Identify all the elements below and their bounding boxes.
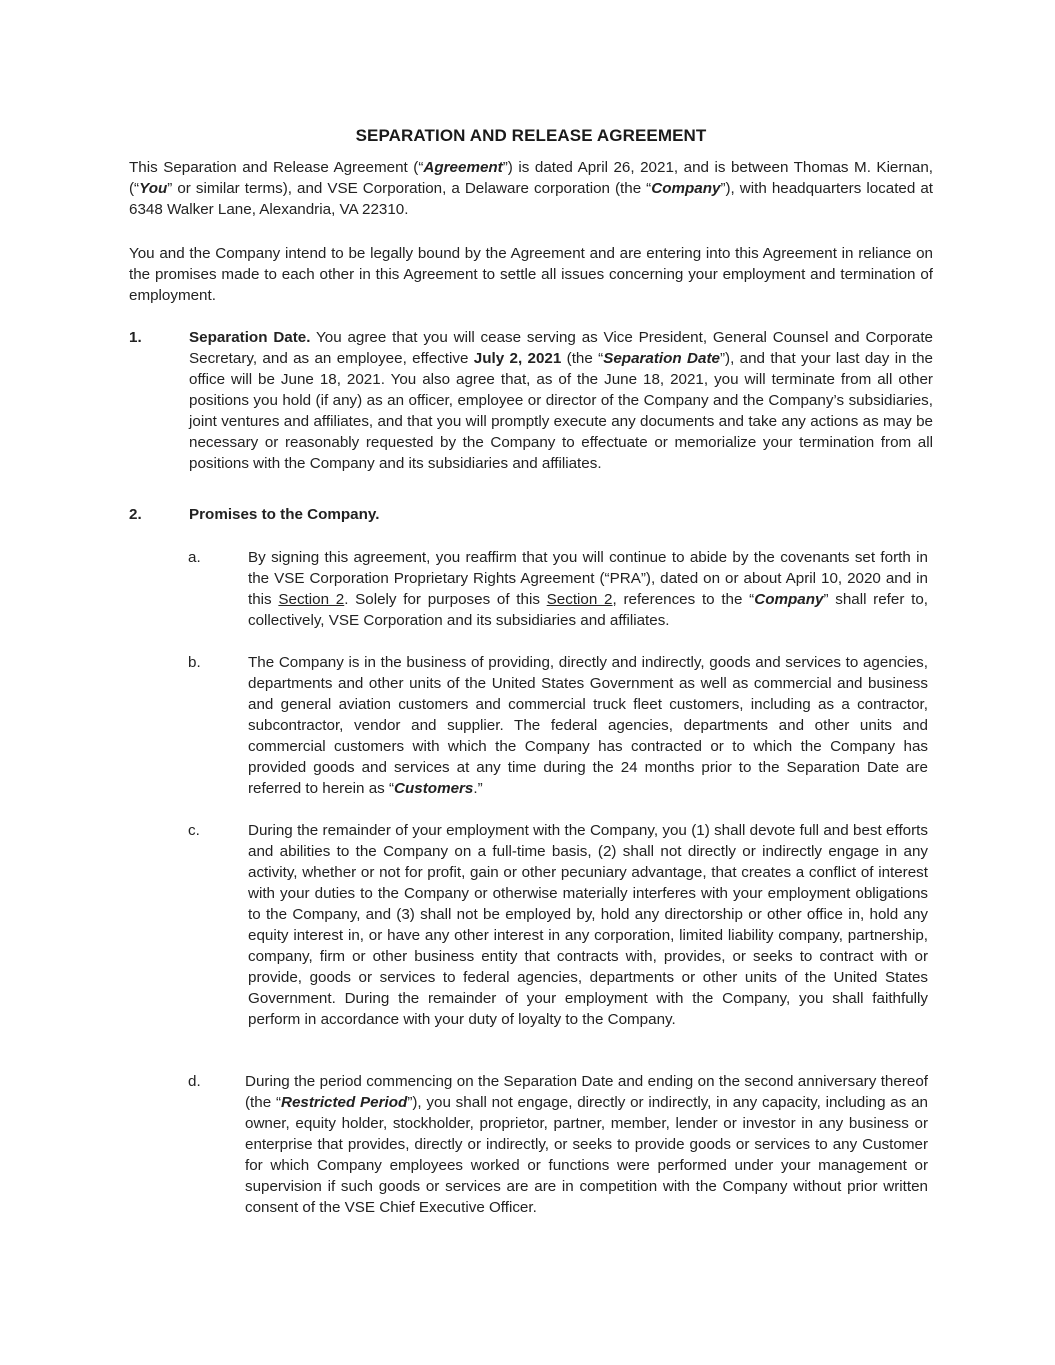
subsection-2d-letter: d. (188, 1073, 201, 1090)
section-1-number: 1. (129, 329, 142, 346)
subsection-2b-letter: b. (188, 654, 201, 671)
intro-paragraph-intent: You and the Company intend to be legally bound by the Agreement and are entering into this Agreement in reliance on the promises made to each other in this Agreement to settle all issues concerning your employment and termination of employment. (129, 245, 933, 304)
text-run: ”), with headquarters located at 6348 Walker Lane, Alexandria, VA 22310. (129, 180, 933, 218)
text-run: ”) is dated April 26, 2021, and is between Thomas M. Kiernan, (“ (129, 159, 934, 197)
subsection-2b-body (248, 652, 928, 799)
intro-paragraph-parties (129, 157, 933, 220)
text-run: This Separation and Release Agreement (“ (129, 159, 424, 176)
defined-term-company: Company (651, 180, 721, 197)
text-run: ”), you shall not engage, directly or indirectly, in any capacity, including as an owner, equity holder, stockholder, proprietor, partner, member, lender or investor in any business or enterprise that provides, directly or indirectly, or seeks to provide goods or services to any Customer for which Company employees worked or functions were performed under your management or supervision if such goods or services are are in competition with the Company without prior written consent of the VSE Chief Executive Officer. (245, 1094, 928, 1216)
text-run: The Company is in the business of providing, directly and indirectly, goods and services to agencies, departments and other units of the United States Government as well as commercial and business and general aviation customers and commercial truck fleet customers, including as a contractor, subcontractor, vendor and supplier. The federal agencies, departments and other units and commercial customers with which the Company has contracted or to which the Company has provided goods and services at any time during the 24 months prior to the Separation Date are referred to herein as “ (248, 654, 928, 797)
defined-term-separation-date: Separation Date (603, 350, 720, 367)
subsection-2a-letter: a. (188, 549, 201, 566)
subsection-2c-body: During the remainder of your employment with the Company, you (1) shall devote full and best efforts and abilities to the Company on a full-time basis, (2) shall not directly or indirectly engage in any activity, whether or not for profit, gain or other pecuniary advantage, that creates a conflict of interest with your duties to the Company or otherwise materially interferes with your employment obligations to the Company, and (3) shall not be employed by, hold any directorship or other office in, hold any equity interest in, or have any other interest in any corporation, limited liability company, partnership, company, firm or other business entity that contracts with, provides, or seeks to contract with or provide, goods or services to federal agencies, departments or other units of the United States Government. During the remainder of your employment with the Company, you shall faithfully perform in accordance with your duty of loyalty to the Company. (248, 822, 928, 1028)
section-2-reference: Section 2 (278, 591, 345, 608)
document-title: SEPARATION AND RELEASE AGREEMENT (355, 126, 707, 145)
subsection-2c-letter: c. (188, 822, 200, 839)
section-1-body (189, 327, 933, 474)
section-2-heading: Promises to the Company. (189, 506, 380, 523)
section-2-reference: Section 2 (546, 591, 613, 608)
text-run: By signing this agreement, you reaffirm that you will continue to abide by the covenants set forth in the VSE Corporation Proprietary Rights Agreement (“PRA”), dated on or about April 10, 2020 and in this (248, 549, 928, 608)
defined-term-restricted-period: Restricted Period (281, 1094, 408, 1111)
defined-term-customers: Customers (394, 780, 474, 797)
defined-term-agreement: Agreement (423, 159, 503, 176)
text-run: .” (473, 780, 483, 797)
text-run: ” shall refer to, collectively, VSE Corporation and its subsidiaries and affiliates. (248, 591, 929, 629)
text-run: (the “ (561, 350, 604, 367)
text-run: . Solely for purposes of this (344, 591, 547, 608)
section-2-number: 2. (129, 506, 142, 523)
defined-term-company: Company (754, 591, 824, 608)
subsection-2a-body (248, 547, 928, 631)
text-run: , references to the “ (612, 591, 755, 608)
section-1-heading: Separation Date. (189, 329, 311, 346)
separation-date-value: July 2, 2021 (473, 350, 562, 367)
text-run: ”), and that your last day in the office will be June 18, 2021. You also agree that, as of the June 18, 2021, you will terminate from all other positions you hold (if any) as an officer, employee or director of the Company and the Company’s subsidiaries, joint ventures and affiliates, and that you will promptly execute any documents and take any actions as may be necessary or reasonably requested by the Company to effectuate or memorialize your termination from all positions with the Company and its subsidiaries and affiliates. (189, 350, 933, 472)
text-run: You agree that you will cease serving as Vice President, General Counsel and Corporate Secretary, and as an employee, effective (189, 329, 933, 367)
defined-term-you: You (139, 180, 168, 197)
text-run: During the period commencing on the Separation Date and ending on the second anniversary thereof (the “ (245, 1073, 928, 1111)
subsection-2d-body (245, 1071, 928, 1218)
text-run: ” or similar terms), and VSE Corporation, a Delaware corporation (the “ (167, 180, 652, 197)
